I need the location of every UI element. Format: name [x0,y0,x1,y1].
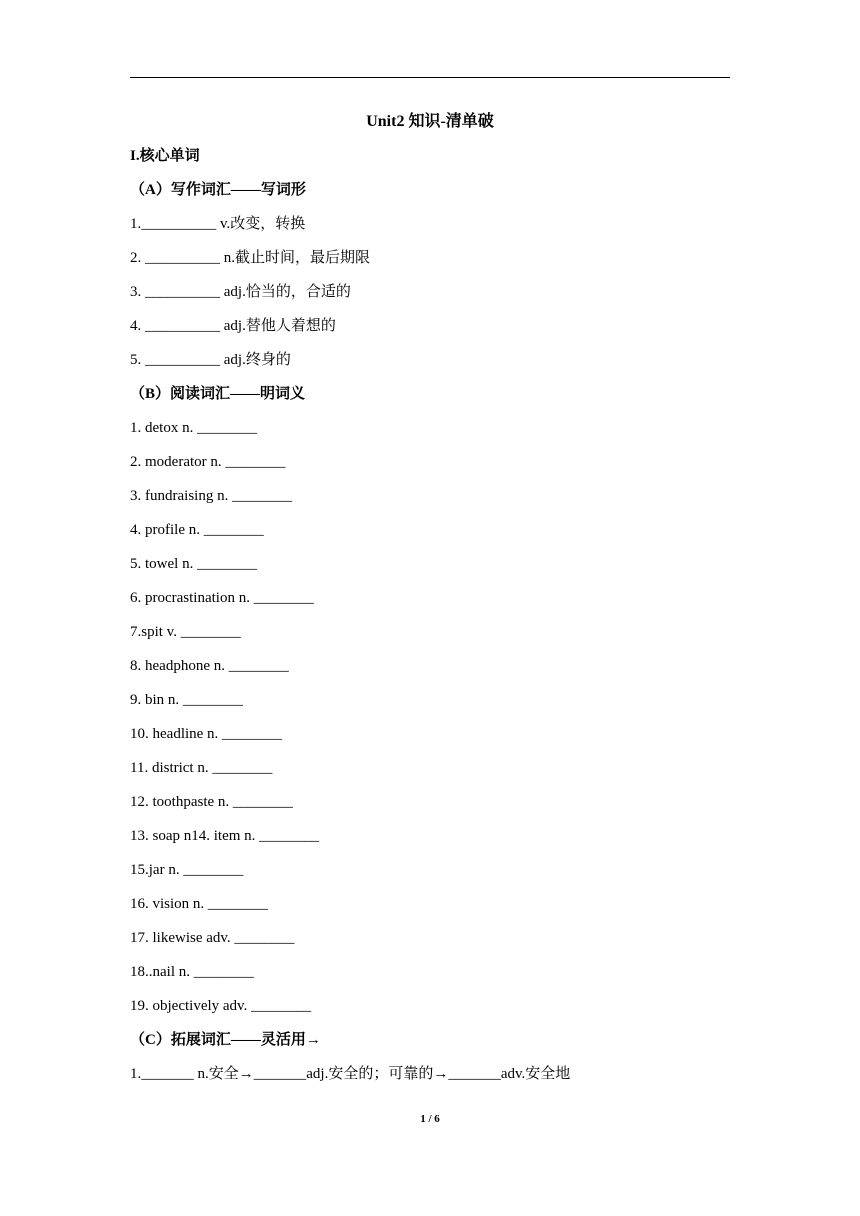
page-title: Unit2 知识-清单破 [366,113,494,130]
subsection-heading: （B）阅读词汇——明词义 [130,386,306,402]
exercise-line: 3. __________ adj.恰当的，合适的 [130,284,351,300]
exercise-line: 8. headphone n. ________ [130,658,289,674]
exercise-line: 7.spit v. ________ [130,624,241,640]
exercise-line: 17. likewise adv. ________ [130,930,295,946]
subsection-heading: （A）写作词汇——写词形 [130,182,306,198]
content-body [130,142,750,1094]
page-number: 1 / 6 [420,1113,440,1125]
header-rule [130,77,730,78]
exercise-line: 13. soap n14. item n. ________ [130,828,320,844]
exercise-line: 2. moderator n. ________ [130,454,286,470]
exercise-line: 1.__________ v.改变，转换 [130,216,306,232]
exercise-line: 4. __________ adj.替他人着想的 [130,318,336,334]
exercise-line: 15.jar n. ________ [130,862,244,878]
exercise-line: 18..nail n. ________ [130,964,254,980]
exercise-line: 5. towel n. ________ [130,556,258,572]
exercise-line: 12. toothpaste n. ________ [130,794,293,810]
exercise-line: 10. headline n. ________ [130,726,283,742]
exercise-line: 3. fundraising n. ________ [130,488,293,504]
exercise-line: 19. objectively adv. ________ [130,998,312,1014]
exercise-line: 6. procrastination n. ________ [130,590,314,606]
exercise-line: 4. profile n. ________ [130,522,264,538]
exercise-line: 2. __________ n.截止时间，最后期限 [130,250,371,266]
exercise-line: 16. vision n. ________ [130,896,268,912]
exercise-line: 5. __________ adj.终身的 [130,352,291,368]
section-heading: I.核心单词 [130,148,200,164]
exercise-line: 1._______ n.安全→_______adj.安全的；可靠的→_______adv.安全地 [130,1066,571,1082]
exercise-line: 11. district n. ________ [130,760,273,776]
exercise-line: 9. bin n. ________ [130,692,243,708]
exercise-line: 1. detox n. ________ [130,420,258,436]
subsection-heading: （C）拓展词汇——灵活用→ [130,1032,321,1048]
